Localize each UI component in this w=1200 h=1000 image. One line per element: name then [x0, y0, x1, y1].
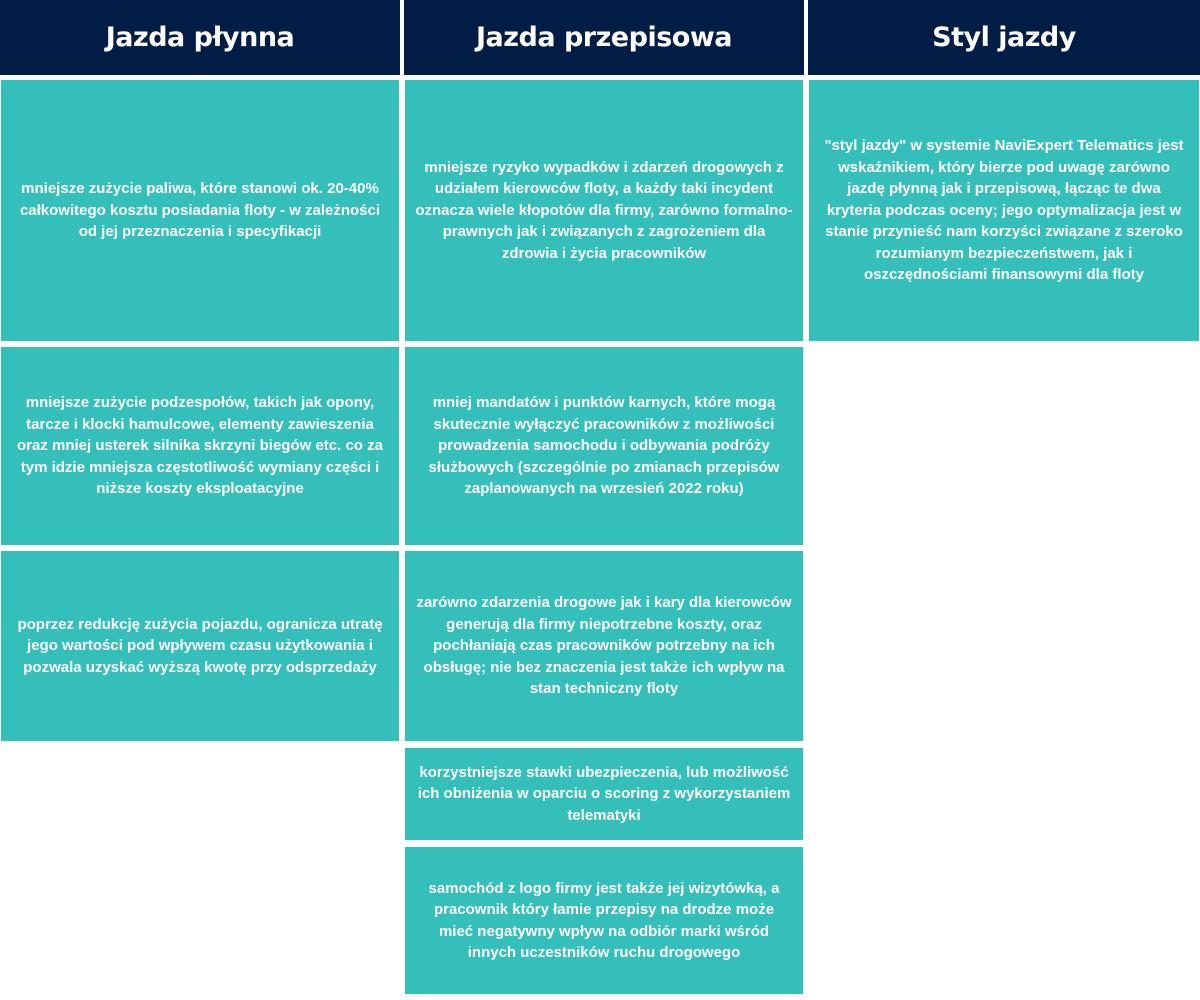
benefit-cell: samochód z logo firmy jest także jej wizytówką, a pracownik który łamie przepisy na drodze może mieć negatywny wpływ na odbiór marki wśród innych uczestników ruchu drogowego	[405, 847, 803, 994]
column-header-styl-jazdy: Styl jazdy	[808, 0, 1200, 75]
column-header-jazda-plynna: Jazda płynna	[0, 0, 400, 75]
benefit-cell: poprzez redukcję zużycia pojazdu, ogranicza utratę jego wartości pod wpływem czasu użytkowania i pozwala uzyskać wyższą kwotę przy odsprzedaży	[1, 551, 399, 741]
column-header-jazda-przepisowa: Jazda przepisowa	[404, 0, 804, 75]
benefit-cell: zarówno zdarzenia drogowe jak i kary dla kierowców generują dla firmy niepotrzebne koszty, oraz pochłaniają czas pracowników potrzebny na ich obsługę; nie bez znaczenia jest także ich wpływ na stan techniczny floty	[405, 551, 803, 741]
benefit-cell: mniejsze zużycie podzespołów, takich jak opony, tarcze i klocki hamulcowe, elementy zawieszenia oraz mniej usterek silnika skrzyni biegów etc. co za tym idzie mniejsza częstotliwość wymiany części i niższe koszty eksploatacyjne	[1, 347, 399, 545]
benefit-cell: korzystniejsze stawki ubezpieczenia, lub możliwość ich obniżenia w oparciu o scoring z wykorzystaniem telematyki	[405, 748, 803, 840]
summary-cell: "styl jazdy" w systemie NaviExpert Telematics jest wskaźnikiem, który bierze pod uwagę zarówno jazdę płynną jak i przepisową, łącząc te dwa kryteria podczas oceny; jego optymalizacja jest w stanie przynieść nam korzyści związane z szeroko rozumianym bezpieczeństwem, jak i oszczędnościami finansowymi dla floty	[809, 80, 1199, 341]
benefit-cell: mniejsze zużycie paliwa, które stanowi ok. 20-40% całkowitego kosztu posiadania floty - w zależności od jej przeznaczenia i specyfikacji	[1, 80, 399, 341]
benefit-cell: mniej mandatów i punktów karnych, które mogą skutecznie wyłączyć pracowników z możliwości prowadzenia samochodu i odbywania podróży służbowych (szczególnie po zmianach przepisów zaplanowanych na wrzesień 2022 roku)	[405, 347, 803, 545]
benefit-cell: mniejsze ryzyko wypadków i zdarzeń drogowych z udziałem kierowców floty, a każdy taki incydent oznacza wiele kłopotów dla firmy, zarówno formalno-prawnych jak i związanych z zagrożeniem dla zdrowia i życia pracowników	[405, 80, 803, 341]
